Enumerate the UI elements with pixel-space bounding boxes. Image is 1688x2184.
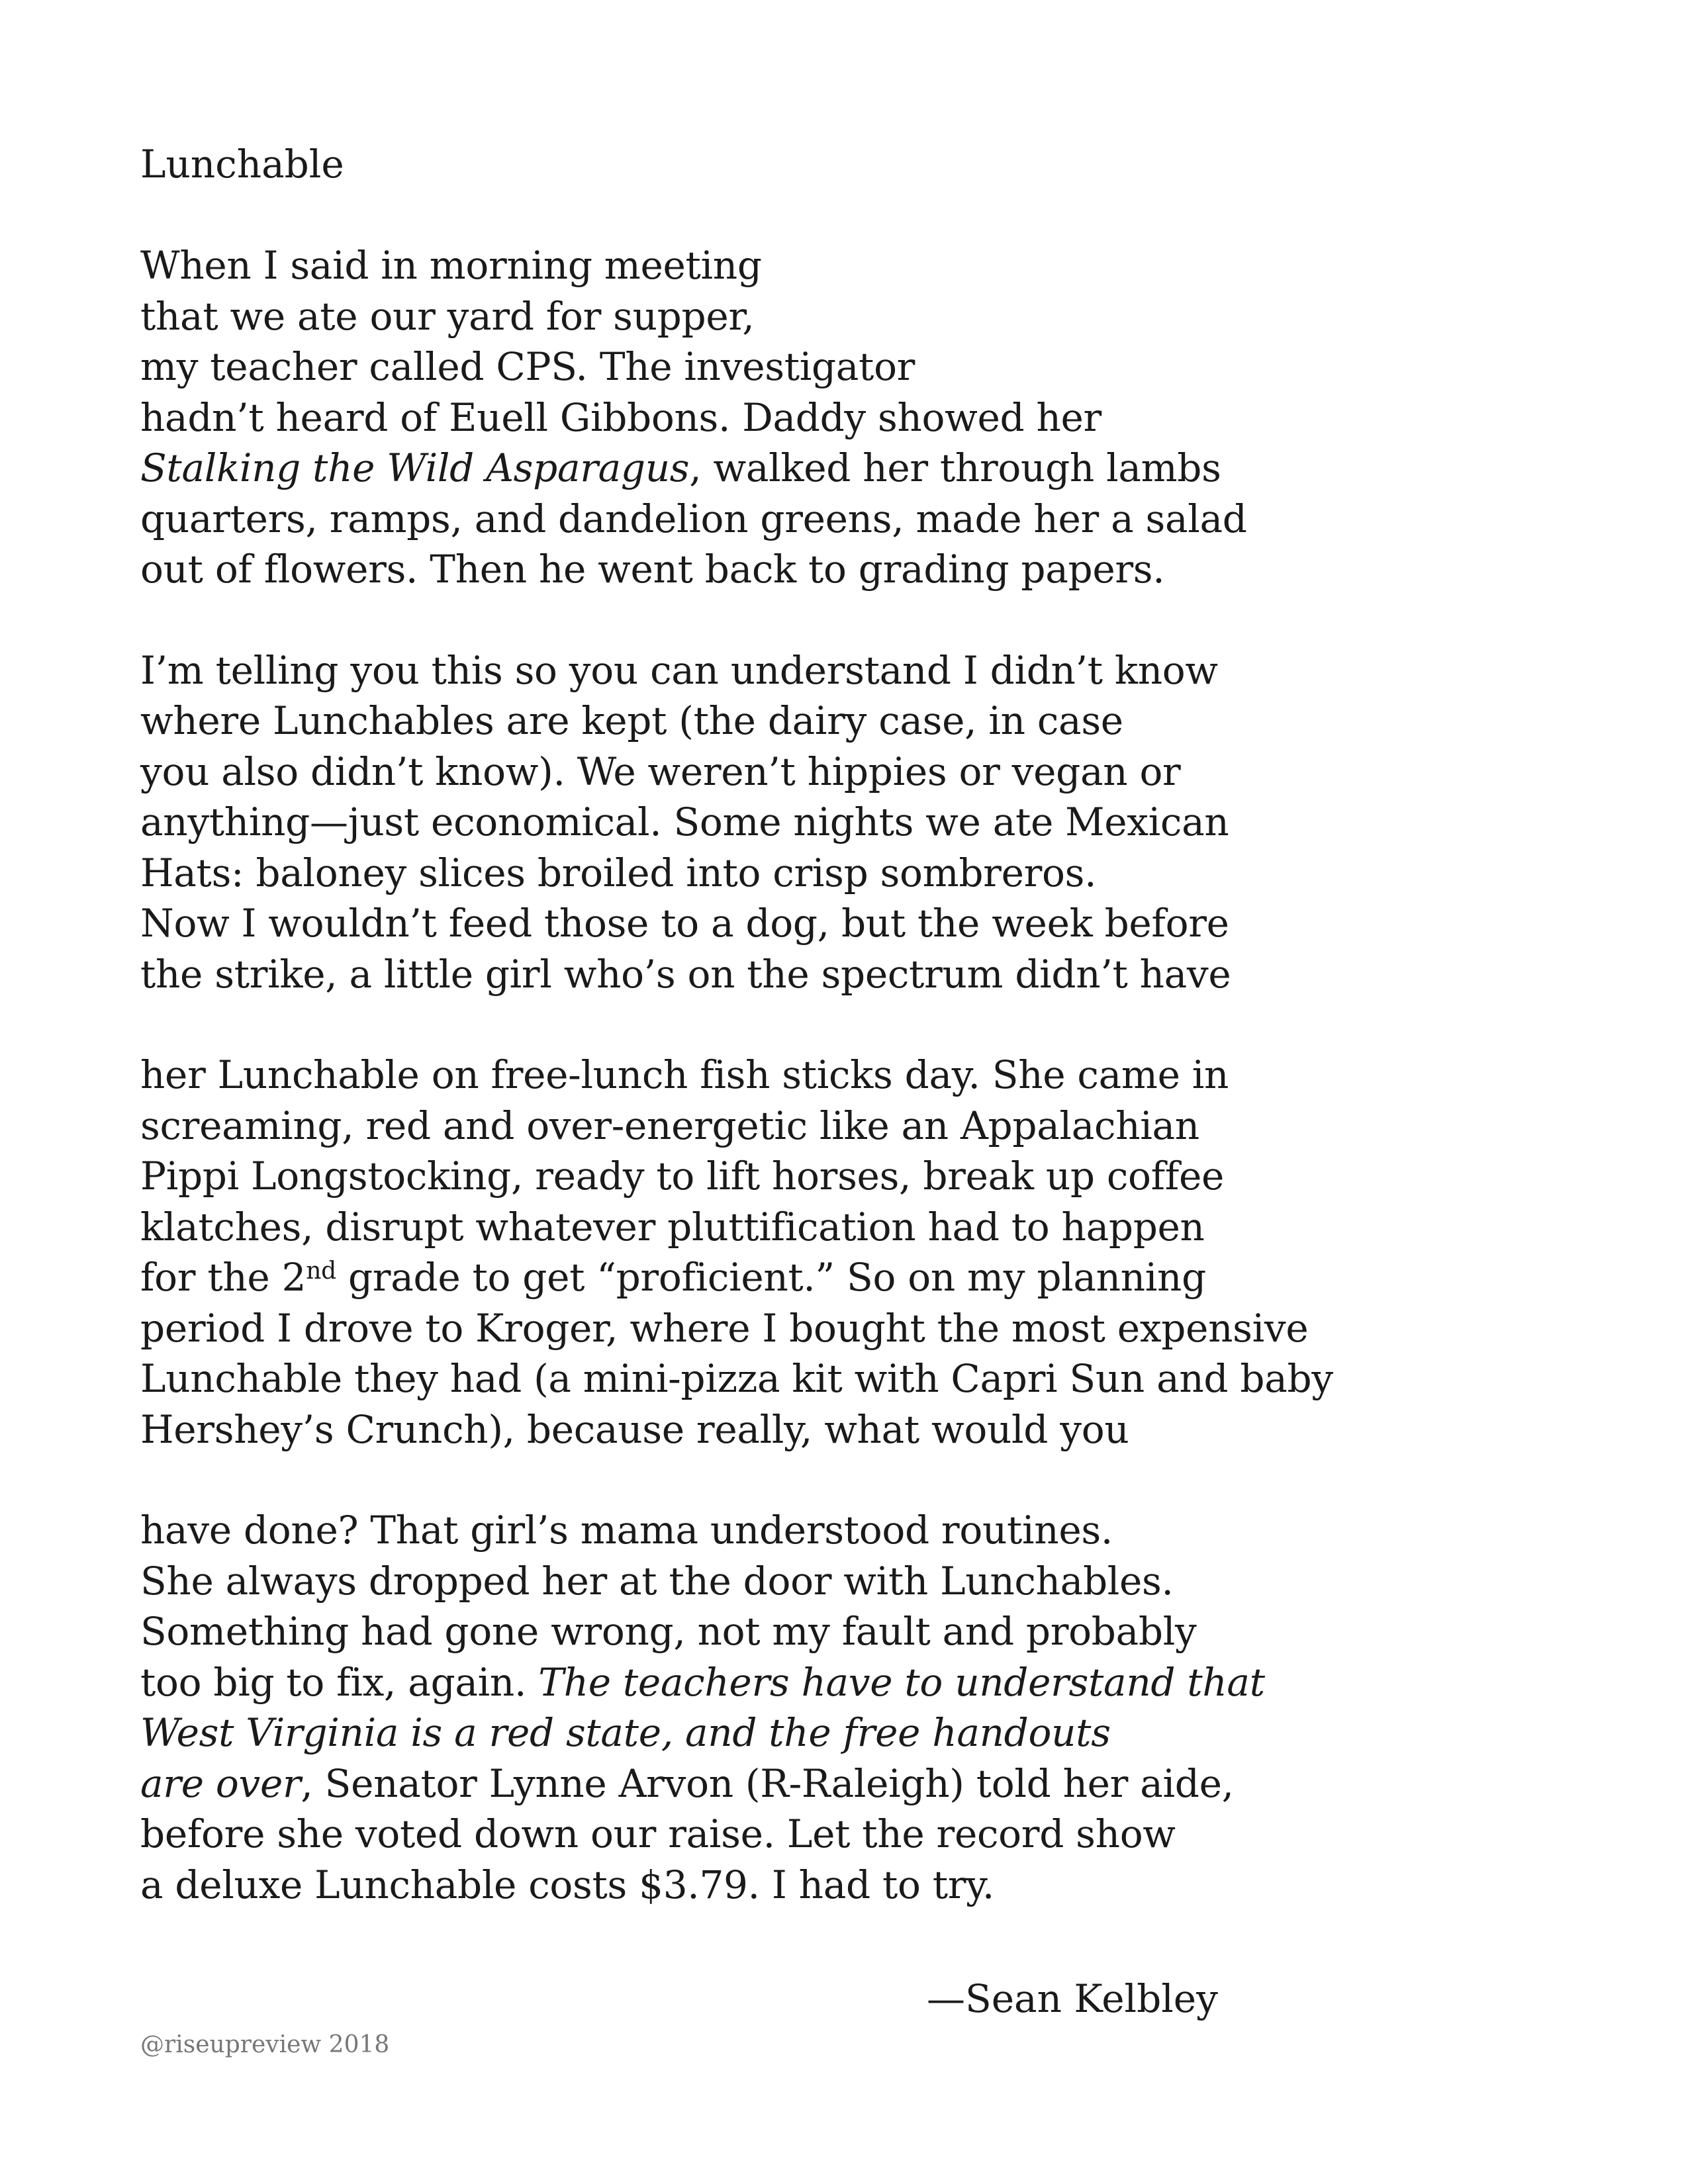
ordinal-superscript: nd [306, 1257, 336, 1285]
poem-line: where Lunchables are kept (the dairy case, in case [140, 698, 1123, 743]
poem-line: I’m telling you this so you can understand I didn’t know [140, 647, 1218, 693]
poem-line: klatches, disrupt whatever pluttification had to happen [140, 1204, 1205, 1250]
poem-line: you also didn’t know). We weren’t hippies or vegan or [140, 749, 1181, 794]
poem-line [140, 1252, 1597, 1303]
poem-line: Pippi Longstocking, ready to lift horses, break up coffee [140, 1154, 1225, 1199]
poem-line: out of flowers. Then he went back to grading papers. [140, 547, 1165, 592]
poem-line: my teacher called CPS. The investigator [140, 344, 915, 389]
poem-line: When I said in morning meeting [140, 243, 762, 288]
poem-line: before she voted down our raise. Let the record show [140, 1811, 1176, 1856]
poem-line: Hershey’s Crunch), because really, what would you [140, 1406, 1129, 1452]
poem-line: that we ate our yard for supper, [140, 293, 755, 339]
quote-italic: are over [140, 1760, 301, 1806]
poem-line [140, 1657, 1597, 1708]
line-text: , walked her through lambs [689, 445, 1221, 490]
poem-line: her Lunchable on free-lunch fish sticks day. She came in [140, 1052, 1229, 1097]
poem-line: hadn’t heard of Euell Gibbons. Daddy showed her [140, 394, 1102, 440]
poem-line: screaming, red and over-energetic like an Appalachian [140, 1103, 1199, 1148]
poem-title: Lunchable [140, 142, 344, 187]
stanza-3 [140, 1050, 1597, 1455]
poem-line: have done? That girl’s mama understood routines. [140, 1508, 1113, 1553]
stanza-1 [140, 240, 1597, 595]
poem-line: a deluxe Lunchable costs $3.79. I had to try. [140, 1862, 995, 1907]
poem-line: Something had gone wrong, not my fault and probably [140, 1609, 1197, 1654]
book-title-italic: Stalking the Wild Asparagus [140, 445, 690, 490]
quote-italic: The teachers have to understand that [538, 1659, 1265, 1705]
poem-line: the strike, a little girl who’s on the spectrum didn’t have [140, 951, 1231, 997]
poem-line [140, 1758, 1597, 1809]
poem-line: quarters, ramps, and dandelion greens, made her a salad [140, 496, 1247, 541]
line-text: , Senator Lynne Arvon (R-Raleigh) told her aide, [301, 1760, 1234, 1806]
line-text: grade to get “proficient.” So on my planning [336, 1255, 1206, 1300]
poem-line: period I drove to Kroger, where I bought the most expensive [140, 1305, 1309, 1351]
poem-line: Lunchable they had (a mini-pizza kit with Capri Sun and baby [140, 1356, 1333, 1401]
poem-page [140, 139, 1597, 1910]
footer-credit: @riseupreview 2018 [140, 2031, 390, 2058]
poem-line [140, 443, 1597, 494]
poem-line: Now I wouldn’t feed those to a dog, but the week before [140, 901, 1229, 946]
poem-line: anything—just economical. Some nights we ate Mexican [140, 799, 1229, 844]
line-text: too big to fix, again. [140, 1659, 539, 1705]
line-text: for the 2 [140, 1255, 306, 1300]
stanza-4 [140, 1505, 1597, 1910]
poem-line: Hats: baloney slices broiled into crisp sombreros. [140, 850, 1097, 895]
author-signature: —Sean Kelbley [927, 1976, 1218, 2021]
poem-line: West Virginia is a red state, and the free handouts [140, 1710, 1111, 1755]
poem-line: She always dropped her at the door with Lunchables. [140, 1558, 1174, 1604]
stanza-2 [140, 645, 1597, 1000]
